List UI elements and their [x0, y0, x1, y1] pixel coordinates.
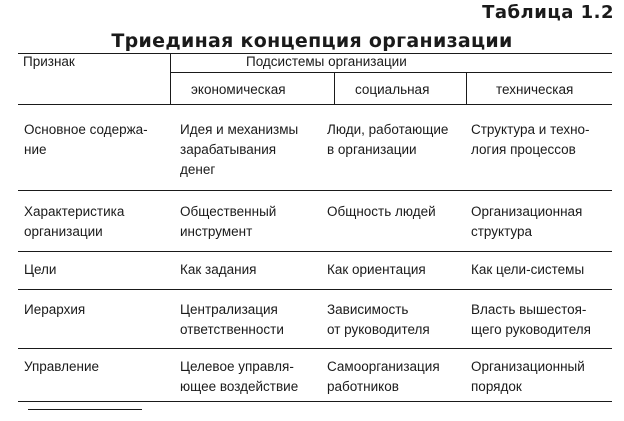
- technical-cell: Организационный порядок: [471, 359, 585, 394]
- row-feature: Управление: [24, 359, 100, 374]
- header-column-divider: [334, 72, 335, 104]
- footnote-separator: [28, 409, 142, 410]
- social-column-header: социальная: [355, 82, 430, 97]
- technical-cell: Власть вышестоя- щего руководителя: [471, 302, 591, 337]
- economic-cell: Общественный инструмент: [180, 204, 277, 239]
- technical-cell: Как цели-системы: [471, 262, 585, 277]
- technical-column-header: техническая: [496, 82, 574, 97]
- row-feature: Цели: [24, 262, 57, 277]
- table-number-label: Таблица 1.2: [482, 2, 614, 23]
- row-divider: [18, 348, 612, 349]
- feature-column-header: Признак: [23, 54, 75, 69]
- social-cell: Зависимость от руководителя: [327, 302, 430, 337]
- row-divider: [18, 190, 612, 191]
- economic-cell: Идея и механизмы зарабатывания денег: [180, 122, 299, 177]
- header-column-divider: [466, 72, 467, 104]
- subsystems-header-rule: [170, 72, 612, 73]
- social-cell: Как ориентация: [327, 262, 426, 277]
- header-bottom-rule: [18, 104, 612, 105]
- row-feature: Характеристика организации: [24, 204, 125, 239]
- social-cell: Самоорганизация работников: [327, 359, 440, 394]
- subsystems-header: Подсистемы организации: [246, 54, 407, 69]
- technical-cell: Организационная структура: [471, 204, 583, 239]
- economic-column-header: экономическая: [191, 82, 286, 97]
- row-divider: [18, 251, 612, 252]
- technical-cell: Структура и техно- логия процессов: [471, 122, 590, 157]
- economic-cell: Централизация ответственности: [180, 302, 284, 337]
- economic-cell: Целевое управля- ющее воздействие: [180, 359, 299, 394]
- table-title: Триединая концепция организации: [111, 30, 513, 52]
- social-cell: Общность людей: [327, 204, 436, 219]
- header-column-divider: [170, 53, 171, 104]
- row-feature: Иерархия: [24, 302, 86, 317]
- row-feature: Основное содержа- ние: [24, 122, 148, 157]
- social-cell: Люди, работающие в организации: [327, 122, 449, 157]
- row-divider: [18, 289, 612, 290]
- table-bottom-rule: [18, 401, 612, 402]
- economic-cell: Как задания: [180, 262, 257, 277]
